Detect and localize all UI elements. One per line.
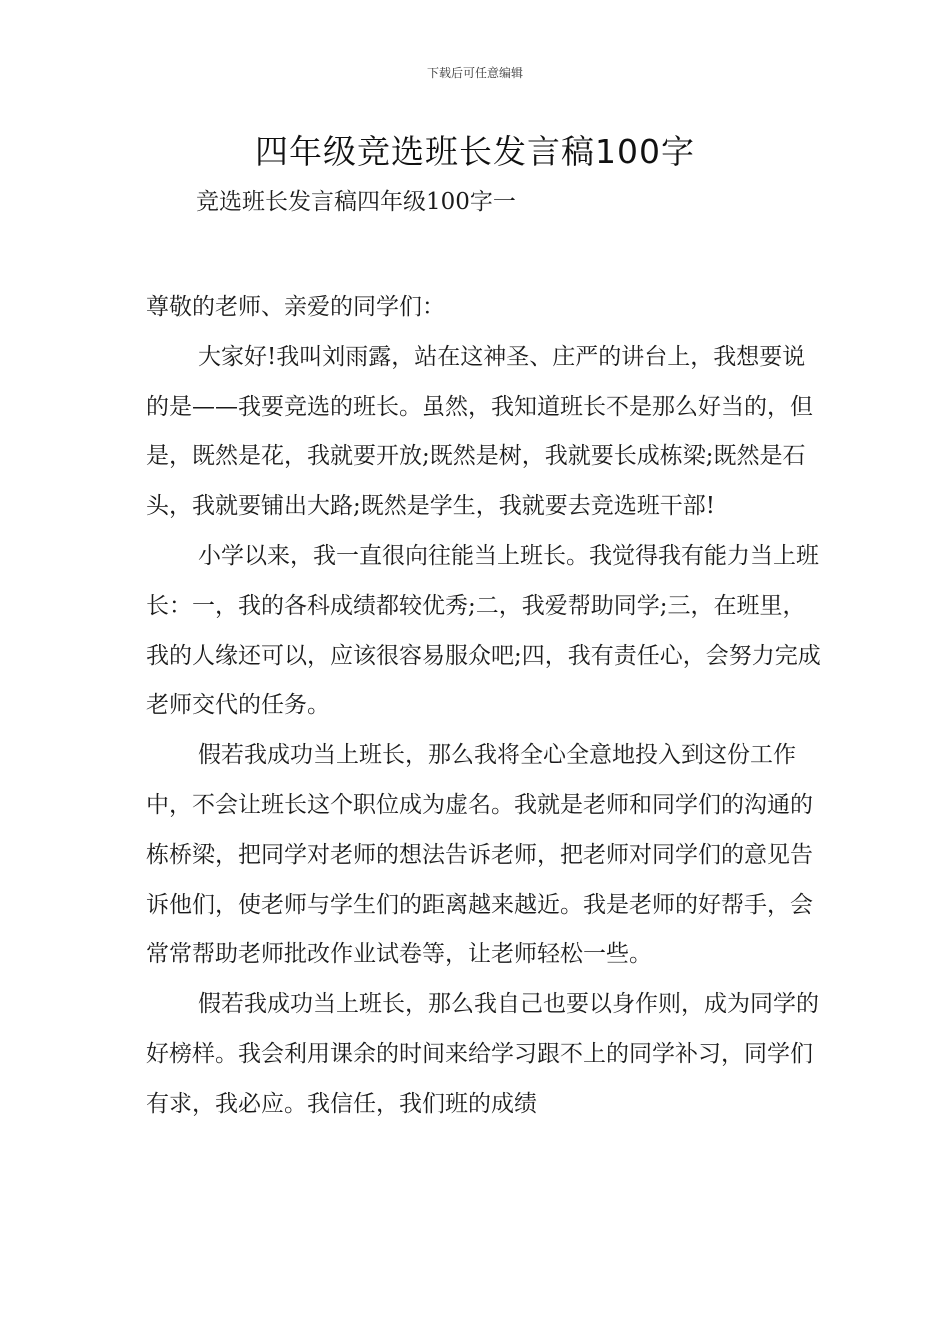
paragraph-1: 大家好!我叫刘雨露，站在这神圣、庄严的讲台上，我想要说的是——我要竞选的班长。虽然，我知道班长不是那么好当的，但是，既然是花，我就要开放;既然是树，我就要长成栋梁;既然是石头，我就要铺出大路;既然是学生，我就要去竞选班干部! <box>146 343 813 520</box>
document-subtitle: 竞选班长发言稿四年级100字一 <box>196 189 516 215</box>
paragraph-4: 假若我成功当上班长，那么我自己也要以身作则，成为同学的好榜样。我会利用课余的时间来给学习跟不上的同学补习，同学们有求，我必应。我信任，我们班的成绩 <box>146 991 819 1117</box>
paragraph-3: 假若我成功当上班长，那么我将全心全意地投入到这份工作中，不会让班长这个职位成为虚名。我就是老师和同学们的沟通的栋桥梁，把同学对老师的想法告诉老师，把老师对同学们的意见告诉他们，使老师与学生们的距离越来越近。我是老师的好帮手，会常常帮助老师批改作业试卷等，让老师轻松一些。 <box>146 742 813 968</box>
document-body <box>146 283 826 1130</box>
paragraph-2: 小学以来，我一直很向往能当上班长。我觉得我有能力当上班长：一，我的各科成绩都较优秀;二，我爱帮助同学;三，在班里，我的人缘还可以，应该很容易服众吧;四，我有责任心，会努力完成老师交代的任务。 <box>146 542 821 719</box>
header-note: 下载后可任意编辑 <box>426 66 523 80</box>
greeting: 尊敬的老师、亲爱的同学们： <box>146 294 445 320</box>
document-title: 四年级竞选班长发言稿100字 <box>255 132 695 171</box>
